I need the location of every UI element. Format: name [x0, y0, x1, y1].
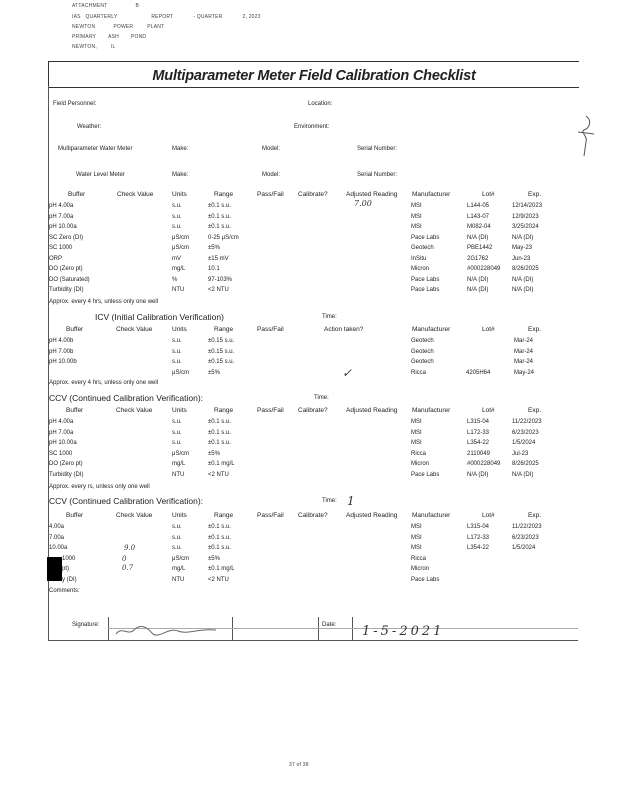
manufacturer-cell: MSI [411, 534, 422, 541]
manufacturer-cell: Pace Labs [411, 471, 440, 478]
lot-cell: L172-33 [467, 429, 490, 436]
icv-col-buffer: Buffer [66, 326, 84, 333]
exp-cell: May-23 [512, 245, 533, 251]
handwritten-check-value-1: 9.0 [124, 544, 136, 552]
buffer-cell: SC Zero (DI) [49, 234, 84, 241]
icv-time-label: Time: [322, 314, 337, 320]
buffer-cell: pH 4.00b [49, 338, 74, 344]
range-cell: ±5% [208, 245, 220, 251]
buffer-cell: 7.00a [49, 534, 65, 541]
exp-cell: 12/9/2023 [512, 213, 539, 220]
buffer-cell: pH 10.00a [49, 224, 77, 230]
exp-cell: 1/5/2024 [512, 545, 536, 551]
lot-cell: N/A (DI) [467, 287, 489, 293]
buffer-cell: DO (Saturated) [49, 276, 90, 283]
range-cell: ±0.1 s.u. [208, 440, 231, 446]
buffer-cell: 10.00a [49, 545, 68, 551]
ccv2-col-check-value: Check Value [116, 512, 153, 519]
units-cell: s.u. [172, 524, 182, 530]
manufacturer-cell: MSI [411, 429, 422, 436]
ccv1-col-calibrate: Calibrate? [298, 407, 328, 414]
manufacturer-cell: Pace Labs [411, 234, 440, 241]
range-cell: ±0.1 s.u. [208, 524, 231, 530]
units-cell: μS/cm [172, 245, 190, 251]
model1-label: Model: [262, 146, 281, 152]
location-label: Location: [308, 101, 333, 107]
exp-cell: 11/22/2023 [512, 524, 542, 530]
redaction-box [47, 557, 62, 581]
units-cell: NTU [172, 287, 185, 293]
exp-cell: N/A (DI) [512, 471, 534, 478]
range-cell: ±0.15 s.u. [208, 338, 235, 344]
serial2-label: Serial Number: [357, 172, 398, 178]
ccv1-col-range: Range [214, 407, 234, 414]
manufacturer-cell: MSI [411, 224, 422, 230]
units-cell: s.u. [172, 348, 182, 355]
buffer-cell: pH 7.00a [49, 213, 74, 220]
manufacturer-cell: Micron [411, 266, 430, 272]
lot-cell: N/A (DI) [467, 471, 489, 478]
comments-label: Comments: [49, 588, 80, 594]
icv-heading: ICV (Initial Calibration Verification) [95, 312, 224, 322]
buffer-cell: SC 1000 [49, 245, 73, 251]
range-cell: ±0.15 s.u. [208, 348, 235, 355]
units-cell: μS/cm [172, 234, 190, 241]
range-cell: ±5% [208, 450, 220, 457]
ccv2-time-label: Time: [322, 498, 337, 504]
manufacturer-cell: MSI [411, 213, 422, 220]
ccv1-heading: CCV (Continued Calibration Verification): [49, 393, 204, 403]
field-personnel-label: Field Personnel: [53, 101, 97, 107]
icv-col-units: Units [172, 326, 187, 333]
buffer-cell: pH 10.00b [49, 359, 77, 365]
units-cell: NTU [172, 576, 185, 583]
handwritten-check-value-2: 0 [122, 555, 127, 563]
range-cell: 0-25 μS/cm [208, 234, 239, 241]
title-box [48, 61, 579, 88]
range-cell: <2 NTU [208, 576, 229, 583]
range-cell: <2 NTU [208, 471, 229, 478]
ccv2-col-adjusted: Adjusted Reading [346, 512, 398, 519]
approx-note-2: Approx. every 4 hrs, unless only one well [49, 380, 159, 386]
lot-cell: 2G1762 [467, 255, 489, 262]
buffer-cell: pH 4.00a [49, 419, 74, 425]
units-cell: s.u. [172, 440, 182, 446]
header-line-3: NEWTON POWER PLANT [72, 24, 165, 30]
ccv1-time-label: Time: [314, 395, 329, 401]
ccv2-col-buffer: Buffer [66, 512, 84, 519]
units-cell: μS/cm [172, 450, 190, 457]
units-cell: s.u. [172, 213, 182, 220]
ccv2-col-units: Units [172, 512, 187, 519]
exp-cell: 8/26/2025 [512, 461, 539, 467]
col-pass-fail: Pass/Fail [257, 191, 284, 198]
col-units: Units [172, 191, 187, 198]
meter2-label: Water Level Meter [76, 172, 125, 178]
units-cell: μS/cm [172, 555, 190, 562]
buffer-cell: ORP [49, 255, 63, 262]
buffer-cell: pt) [62, 566, 70, 572]
meter1-label: Multiparameter Water Meter [58, 146, 133, 152]
ccv2-col-manufacturer: Manufacturer [412, 512, 451, 519]
buffer-cell: DO (Zero pt) [49, 266, 83, 272]
range-cell: ±15 mV [208, 255, 229, 262]
buffer-cell: pH 7.00b [49, 348, 74, 355]
manufacturer-cell: Ricca [411, 450, 427, 457]
handwritten-check-value-3: 0.7 [122, 564, 134, 572]
ccv2-col-pass-fail: Pass/Fail [257, 512, 284, 519]
buffer-cell: pH 4.00a [49, 203, 74, 209]
page-footer: 37 of 38 [289, 762, 309, 768]
exp-cell: Mar-24 [514, 359, 534, 365]
exp-cell: 6/23/2023 [512, 534, 539, 541]
lot-cell: 2110049 [467, 450, 490, 457]
col-manufacturer: Manufacturer [412, 191, 451, 198]
ccv1-col-exp: Exp. [528, 407, 542, 414]
range-cell: 10.1 [208, 266, 220, 272]
units-cell: s.u. [172, 429, 182, 436]
ccv2-col-lot: Lot# [482, 512, 495, 519]
exp-cell: 11/22/2023 [512, 419, 542, 425]
lot-cell: #000228049 [467, 266, 501, 272]
header-line-2: IAS QUARTERLY REPORT - QUARTER 2, 2023 [72, 14, 261, 20]
col-exp: Exp. [528, 191, 542, 198]
serial1-label: Serial Number: [357, 146, 398, 152]
lot-cell: #000228049 [467, 461, 501, 467]
icv-col-manufacturer: Manufacturer [412, 326, 451, 333]
units-cell: s.u. [172, 359, 182, 365]
lot-cell: L143-07 [467, 213, 490, 220]
units-cell: s.u. [172, 419, 182, 425]
manufacturer-cell: InSitu [411, 255, 427, 262]
manufacturer-cell: Pace Labs [411, 576, 440, 583]
manufacturer-cell: Pace Labs [411, 276, 440, 283]
ccv2-col-exp: Exp. [528, 512, 542, 519]
sig-divider-1 [108, 617, 109, 641]
ccv2-heading: CCV (Continued Calibration Verification): [49, 496, 204, 506]
exp-cell: N/A (DI) [512, 276, 534, 283]
units-cell: NTU [172, 471, 185, 478]
buffer-cell: 4.00a [49, 524, 65, 530]
manufacturer-cell: Geotech [411, 245, 434, 251]
manufacturer-cell: MSI [411, 419, 422, 425]
page-title: Multiparameter Meter Field Calibration Checklist [152, 68, 476, 84]
icv-col-action: Action taken? [324, 326, 364, 333]
buffer-cell: SC 1000 [49, 450, 73, 457]
environment-label: Environment: [294, 124, 330, 130]
margin-mark [574, 112, 598, 160]
manufacturer-cell: MSI [411, 524, 422, 530]
exp-cell: N/A (DI) [512, 287, 534, 293]
ccv1-col-pass-fail: Pass/Fail [257, 407, 284, 414]
manufacturer-cell: Micron [411, 461, 430, 467]
range-cell: 97-103% [208, 276, 233, 283]
manufacturer-cell: MSI [411, 545, 422, 551]
sig-divider-4 [352, 617, 353, 641]
icv-col-exp: Exp. [528, 326, 542, 333]
header-line-5: NEWTON, IL [72, 44, 116, 50]
col-check-value: Check Value [117, 191, 154, 198]
bottom-border [48, 640, 578, 641]
buffer-cell: pH 10.00a [49, 440, 77, 446]
manufacturer-cell: Ricca [411, 555, 427, 562]
header-line-4: PRIMARY ASH POND [72, 34, 147, 40]
range-cell: ±0.1 mg/L [208, 461, 235, 467]
exp-cell: N/A (DI) [512, 234, 534, 241]
manufacturer-cell: Pace Labs [411, 287, 440, 293]
lot-cell: PBE1442 [467, 245, 493, 251]
manufacturer-cell: MSI [411, 440, 422, 446]
buffer-cell: Turbidity (DI) [49, 287, 84, 293]
col-lot: Lot# [482, 191, 495, 198]
make2-label: Make: [172, 172, 189, 178]
ccv1-col-manufacturer: Manufacturer [412, 407, 451, 414]
signature-scribble [112, 622, 222, 638]
ccv1-col-buffer: Buffer [66, 407, 84, 414]
sig-divider-3 [318, 617, 319, 641]
lot-cell: M082-04 [467, 224, 491, 230]
icv-col-lot: Lot# [482, 326, 495, 333]
lot-cell: L354-22 [467, 545, 490, 551]
range-cell: ±0.15 s.u. [208, 359, 235, 365]
units-cell: s.u. [172, 203, 182, 209]
buffer-cell: y (DI) [62, 576, 77, 583]
units-cell: mg/L [172, 566, 186, 572]
col-range: Range [214, 191, 234, 198]
range-cell: ±0.1 s.u. [208, 534, 231, 541]
date-label: Date: [322, 622, 337, 628]
ccv1-col-check-value: Check Value [116, 407, 153, 414]
range-cell: ±0.1 s.u. [208, 203, 231, 209]
exp-cell: Jul-23 [512, 450, 529, 457]
manufacturer-cell: Micron [411, 566, 430, 572]
buffer-cell: DO (Zero pt) [49, 461, 83, 467]
range-cell: ±5% [208, 369, 220, 376]
handwritten-date: 1-5-2021 [362, 624, 445, 639]
range-cell: ±0.1 s.u. [208, 429, 231, 436]
units-cell: mg/L [172, 461, 186, 467]
ccv1-col-lot: Lot# [482, 407, 495, 414]
units-cell: mV [172, 255, 181, 262]
lot-cell: L315-04 [467, 419, 490, 425]
col-adjusted-reading: Adjusted Reading [346, 191, 398, 198]
manufacturer-cell: Ricca [411, 369, 427, 376]
lot-cell: N/A (DI) [467, 234, 489, 241]
ccv2-time-value: 1 [347, 494, 355, 508]
buffer-cell: 1000 [62, 555, 76, 562]
lot-cell: 4205H64 [466, 369, 491, 376]
icv-col-range: Range [214, 326, 234, 333]
range-cell: ±0.1 s.u. [208, 419, 231, 425]
manufacturer-cell: Geotech [411, 359, 434, 365]
icv-col-check-value: Check Value [116, 326, 153, 333]
sig-divider-2 [232, 617, 233, 641]
approx-note-1: Approx. every 4 hrs, unless only one well [49, 299, 159, 305]
lot-cell: L172-33 [467, 534, 490, 541]
exp-cell: Mar-24 [514, 338, 534, 344]
buffer-cell: Turbidity (DI) [49, 471, 84, 478]
manufacturer-cell: Geotech [411, 348, 434, 355]
exp-cell: 12/14/2023 [512, 203, 543, 209]
units-cell: s.u. [172, 224, 182, 230]
units-cell: s.u. [172, 338, 182, 344]
lot-cell: L354-22 [467, 440, 490, 446]
units-cell: s.u. [172, 534, 182, 541]
ccv1-col-units: Units [172, 407, 187, 414]
lot-cell: L144-05 [467, 203, 490, 209]
ccv2-col-calibrate: Calibrate? [298, 512, 328, 519]
manufacturer-cell: MSI [411, 203, 422, 209]
exp-cell: 3/25/2024 [512, 224, 539, 230]
manufacturer-cell: Geotech [411, 338, 434, 344]
weather-label: Weather: [77, 124, 102, 130]
ccv2-col-range: Range [214, 512, 234, 519]
col-buffer: Buffer [68, 191, 86, 198]
make1-label: Make: [172, 146, 189, 152]
buffer-cell: pH 7.00a [49, 429, 74, 436]
range-cell: ±0.1 s.u. [208, 545, 231, 551]
units-cell: mg/L [172, 266, 186, 272]
header-line-1: ATTACHMENT B [72, 3, 139, 9]
handwritten-adjusted-reading: 7.00 [354, 199, 372, 208]
exp-cell: Mar-24 [514, 348, 534, 355]
signature-label: Signature: [72, 622, 100, 628]
exp-cell: 8/26/2025 [512, 266, 539, 272]
units-cell: μS/cm [172, 369, 190, 376]
ccv1-col-adjusted: Adjusted Reading [346, 407, 398, 414]
range-cell: ±0.1 s.u. [208, 213, 231, 220]
exp-cell: 6/23/2023 [512, 429, 539, 436]
exp-cell: Jun-23 [512, 255, 531, 262]
range-cell: ±0.1 s.u. [208, 224, 231, 230]
units-cell: s.u. [172, 545, 182, 551]
icv-col-pass-fail: Pass/Fail [257, 326, 284, 333]
range-cell: ±0.1 mg/L [208, 566, 235, 572]
range-cell: ±5% [208, 555, 220, 562]
col-calibrate: Calibrate? [298, 191, 328, 198]
range-cell: <2 NTU [208, 287, 229, 293]
exp-cell: May-24 [514, 369, 535, 376]
model2-label: Model: [262, 172, 281, 178]
exp-cell: 1/5/2024 [512, 440, 536, 446]
approx-note-3: Approx. every rs, unless only one well [49, 484, 150, 490]
lot-cell: L315-04 [467, 524, 490, 530]
units-cell: % [172, 276, 178, 283]
lot-cell: N/A (DI) [467, 276, 489, 283]
handwritten-icv-check: ✓ [342, 366, 353, 380]
